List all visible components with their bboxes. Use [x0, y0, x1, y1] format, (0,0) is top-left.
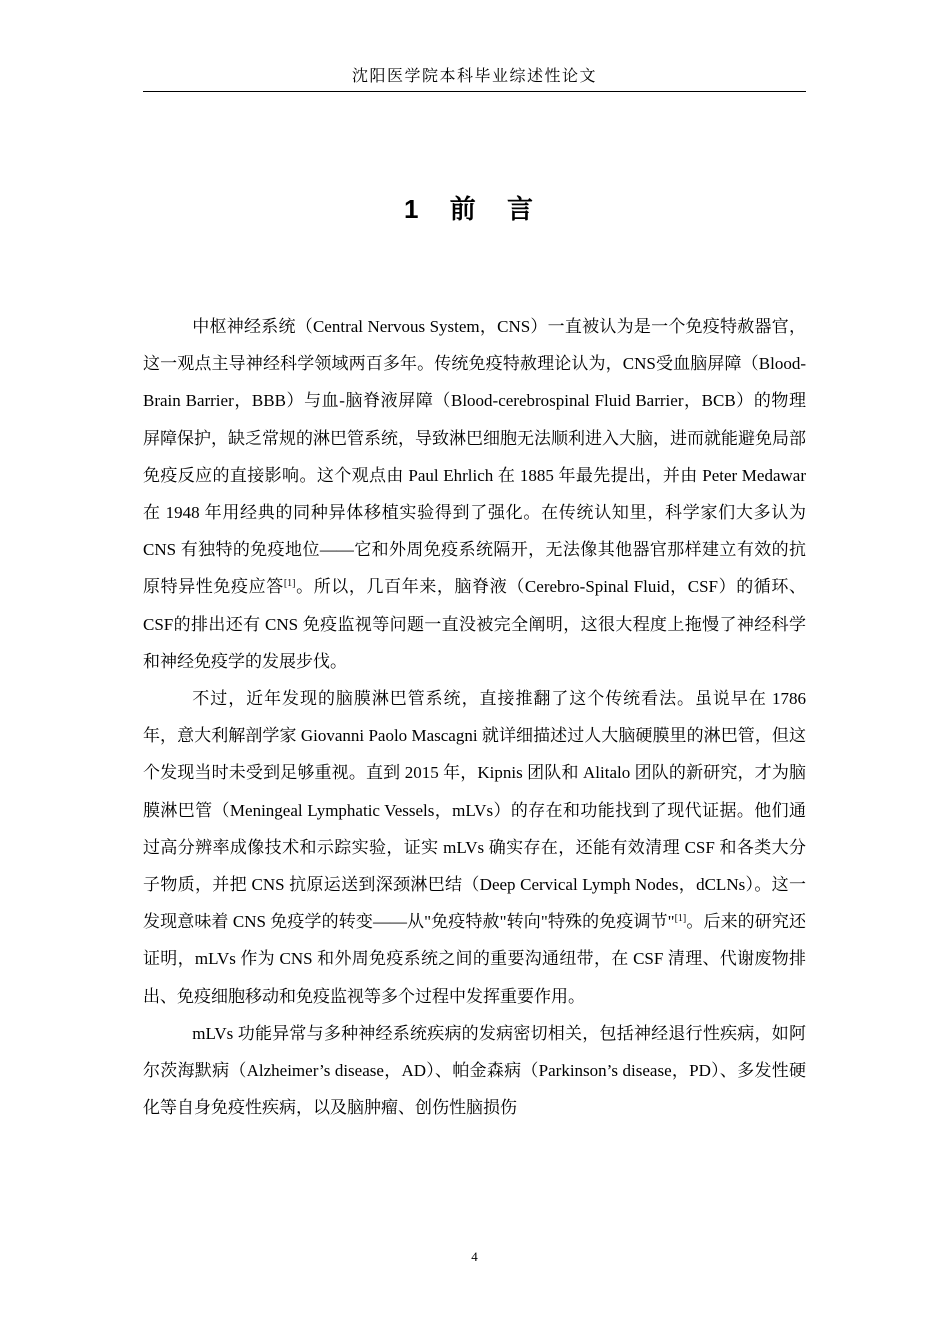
running-header-title: 沈阳医学院本科毕业综述性论文	[351, 68, 597, 85]
chapter-title: 1 前 言	[404, 194, 545, 224]
page-number: 4	[471, 1249, 478, 1264]
paragraph-3	[143, 1015, 806, 1127]
paragraph-1-text-cont: 。所以，几百年来，脑脊液（Cerebro-Spinal Fluid，CSF）的循环、CSF的排出还有 CNS 免疫监视等问题一直没被完全阐明，这很大程度上拖慢了神经科学和神经免疫学的发展步伐。	[143, 577, 807, 671]
paragraph-2	[143, 680, 806, 1015]
citation-ref: [1]	[674, 913, 687, 925]
paragraph-1-text: 中枢神经系统（Central Nervous System，CNS）一直被认为是一个免疫特赦器官，这一观点主导神经科学领域两百多年。传统免疫特赦理论认为，CNS受血脑屏障（Blood-Brain Barrier，BBB）与血-脑脊液屏障（Blood-cerebrospinal Fluid Barrier，BCB）的物理屏障保护，缺乏常规的淋巴管系统，导致淋巴细胞无法顺利进入大脑，进而就能避免局部免疫反应的直接影响。这个观点由 Paul Ehrlich 在 1885 年最先提出，并由 Peter Medawar 在 1948 年用经典的同种异体移植实验得到了强化。在传统认知里，科学家们大多认为 CNS 有独特的免疫地位——它和外周免疫系统隔开，无法像其他器官那样建立有效的抗原特异性免疫应答	[143, 317, 806, 597]
running-header	[143, 66, 806, 92]
paragraph-1	[143, 308, 806, 680]
paragraph-3-text: mLVs 功能异常与多种神经系统疾病的发病密切相关，包括神经退行性疾病，如阿尔茨海默病（Alzheimer’s disease，AD）、帕金森病（Parkinson’s disease，PD）、多发性硬化等自身免疫性疾病，以及脑肿瘤、创伤性脑损伤	[143, 1023, 806, 1118]
body-text	[143, 308, 806, 1126]
paragraph-2-text-cont: 。后来的研究还证明，mLVs 作为 CNS 和外周免疫系统之间的重要沟通纽带，在 CSF 清理、代谢废物排出、免疫细胞移动和免疫监视等多个过程中发挥重要作用。	[143, 912, 807, 1006]
citation-ref: [1]	[283, 578, 296, 590]
paragraph-2-text: 不过，近年发现的脑膜淋巴管系统，直接推翻了这个传统看法。虽说早在 1786 年，意大利解剖学家 Giovanni Paolo Mascagni 就详细描述过人大脑硬膜里的淋巴管，但这个发现当时未受到足够重视。直到 2015 年，Kipnis 团队和 Alitalo 团队的新研究，才为脑膜淋巴管（Meningeal Lymphatic Vessels，mLVs）的存在和功能找到了现代证据。他们通过高分辨率成像技术和示踪实验，证实 mLVs 确实存在，还能有效清理 CSF 和各类大分子物质，并把 CNS 抗原运送到深颈淋巴结（Deep Cervical Lymph Nodes，dCLNs）。这一发现意味着 CNS 免疫学的转变——从"免疫特赦"转向"特殊的免疫调节"	[143, 689, 806, 932]
